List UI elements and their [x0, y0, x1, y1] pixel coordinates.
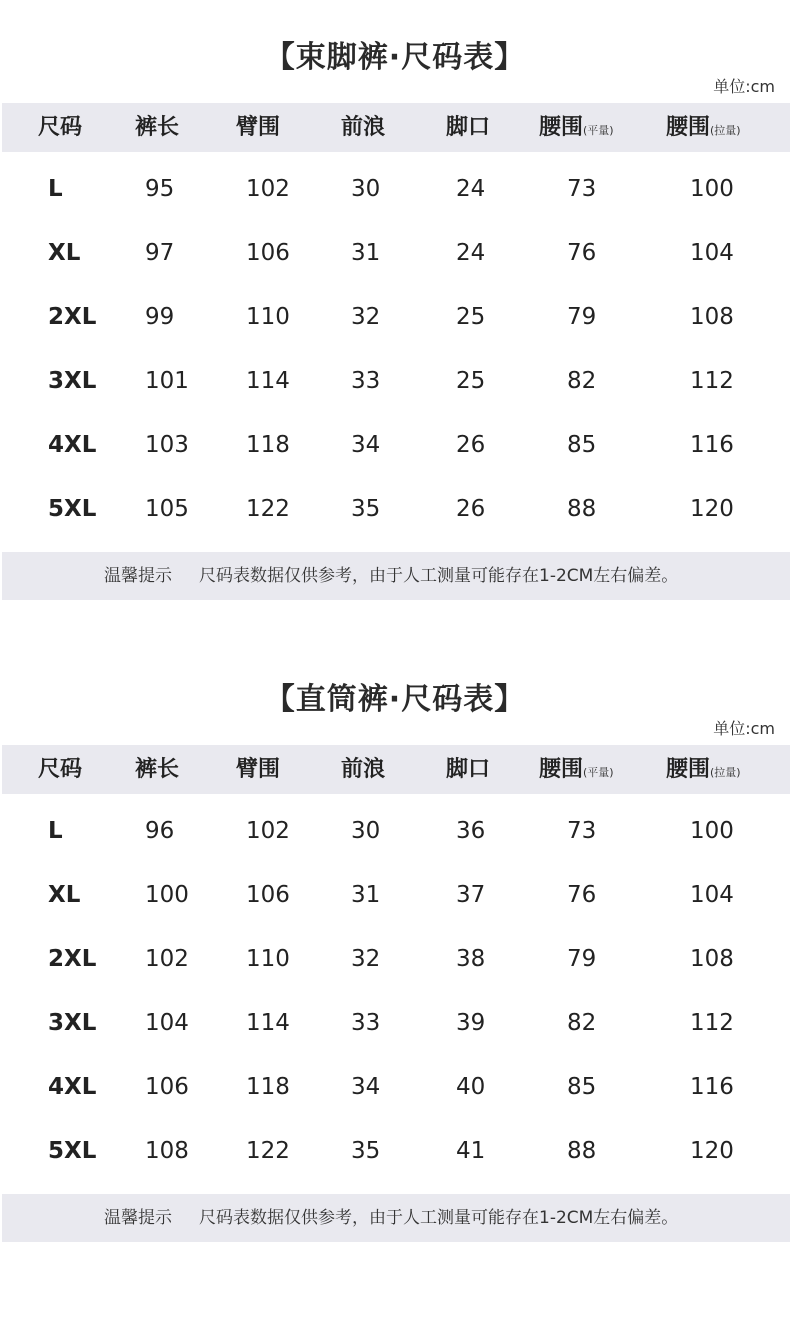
header-cell — [666, 103, 741, 152]
value-cell: 88 — [567, 496, 597, 522]
size-cell: 3XL — [48, 1010, 97, 1036]
value-cell: 118 — [246, 1074, 290, 1100]
header-label: 脚口 — [446, 757, 491, 782]
value-cell: 35 — [351, 496, 381, 522]
header-cell — [38, 745, 82, 794]
header-label: 腰围 — [539, 757, 584, 782]
header-sublabel: (平量) — [583, 766, 614, 779]
value-cell: 25 — [456, 368, 486, 394]
value-cell: 97 — [145, 240, 175, 266]
value-cell: 31 — [351, 882, 381, 908]
header-sublabel: (平量) — [583, 124, 614, 137]
value-cell: 104 — [690, 882, 734, 908]
table-header — [2, 745, 790, 794]
value-cell: 24 — [456, 240, 486, 266]
value-cell: 40 — [456, 1074, 486, 1100]
header-label: 腰围 — [666, 757, 711, 782]
value-cell: 73 — [567, 176, 597, 202]
size-cell: L — [48, 818, 63, 844]
chart-title: 【束脚裤·尺码表】 — [264, 40, 526, 75]
value-cell: 26 — [456, 496, 486, 522]
value-cell: 25 — [456, 304, 486, 330]
value-cell: 96 — [145, 818, 175, 844]
value-cell: 112 — [690, 368, 734, 394]
value-cell: 116 — [690, 432, 734, 458]
value-cell: 118 — [246, 432, 290, 458]
value-cell: 104 — [690, 240, 734, 266]
value-cell: 33 — [351, 368, 381, 394]
value-cell: 106 — [246, 882, 290, 908]
value-cell: 34 — [351, 1074, 381, 1100]
value-cell: 106 — [246, 240, 290, 266]
header-cell — [341, 103, 385, 152]
header-cell — [135, 745, 179, 794]
size-cell: 4XL — [48, 1074, 97, 1100]
value-cell: 99 — [145, 304, 175, 330]
value-cell: 114 — [246, 368, 290, 394]
size-cell: 5XL — [48, 496, 97, 522]
header-cell — [666, 745, 741, 794]
value-cell: 35 — [351, 1138, 381, 1164]
header-cell — [446, 103, 490, 152]
header-label: 尺码 — [38, 757, 83, 782]
value-cell: 30 — [351, 176, 381, 202]
value-cell: 85 — [567, 1074, 597, 1100]
header-label: 腰围 — [539, 115, 584, 140]
value-cell: 33 — [351, 1010, 381, 1036]
value-cell: 32 — [351, 304, 381, 330]
value-cell: 108 — [145, 1138, 189, 1164]
table-row — [0, 349, 790, 413]
value-cell: 114 — [246, 1010, 290, 1036]
value-cell: 106 — [145, 1074, 189, 1100]
size-cell: 3XL — [48, 368, 97, 394]
value-cell: 32 — [351, 946, 381, 972]
tip-bar — [2, 1194, 790, 1242]
value-cell: 85 — [567, 432, 597, 458]
table-row — [0, 927, 790, 991]
chart-title: 【直筒裤·尺码表】 — [264, 682, 526, 717]
header-label: 前浪 — [341, 757, 386, 782]
header-sublabel: (拉量) — [710, 766, 741, 779]
value-cell: 110 — [246, 304, 290, 330]
value-cell: 112 — [690, 1010, 734, 1036]
header-label: 腰围 — [666, 115, 711, 140]
value-cell: 120 — [690, 1138, 734, 1164]
value-cell: 26 — [456, 432, 486, 458]
header-cell — [38, 103, 82, 152]
header-label: 脚口 — [446, 115, 491, 140]
size-cell: 4XL — [48, 432, 97, 458]
value-cell: 73 — [567, 818, 597, 844]
value-cell: 101 — [145, 368, 189, 394]
tip-text: 尺码表数据仅供参考，由于人工测量可能存在1-2CM左右偏差。 — [199, 1208, 679, 1228]
size-cell: 5XL — [48, 1138, 97, 1164]
table-row — [0, 1119, 790, 1183]
header-cell — [539, 103, 614, 152]
table-row — [0, 477, 790, 541]
table-row — [0, 413, 790, 477]
header-cell — [236, 103, 280, 152]
table-row — [0, 1055, 790, 1119]
header-label: 裤长 — [135, 115, 180, 140]
value-cell: 76 — [567, 240, 597, 266]
size-cell: XL — [48, 882, 81, 908]
table-row — [0, 157, 790, 221]
value-cell: 30 — [351, 818, 381, 844]
value-cell: 108 — [690, 946, 734, 972]
unit-label: 单位:cm — [713, 719, 775, 738]
value-cell: 120 — [690, 496, 734, 522]
value-cell: 100 — [145, 882, 189, 908]
value-cell: 110 — [246, 946, 290, 972]
unit-label: 单位:cm — [713, 77, 775, 96]
value-cell: 79 — [567, 946, 597, 972]
value-cell: 88 — [567, 1138, 597, 1164]
value-cell: 36 — [456, 818, 486, 844]
header-sublabel: (拉量) — [710, 124, 741, 137]
value-cell: 82 — [567, 368, 597, 394]
table-row — [0, 991, 790, 1055]
value-cell: 105 — [145, 496, 189, 522]
size-chart-section — [0, 642, 790, 1262]
header-cell — [135, 103, 179, 152]
header-cell — [446, 745, 490, 794]
value-cell: 79 — [567, 304, 597, 330]
size-cell: XL — [48, 240, 81, 266]
header-label: 臂围 — [236, 115, 281, 140]
table-header — [2, 103, 790, 152]
value-cell: 39 — [456, 1010, 486, 1036]
value-cell: 102 — [246, 818, 290, 844]
table-row — [0, 799, 790, 863]
value-cell: 95 — [145, 176, 175, 202]
size-cell: 2XL — [48, 304, 97, 330]
header-cell — [539, 745, 614, 794]
table-row — [0, 221, 790, 285]
table-row — [0, 285, 790, 349]
value-cell: 41 — [456, 1138, 486, 1164]
value-cell: 102 — [246, 176, 290, 202]
table-row — [0, 863, 790, 927]
tip-text: 尺码表数据仅供参考，由于人工测量可能存在1-2CM左右偏差。 — [199, 566, 679, 586]
value-cell: 102 — [145, 946, 189, 972]
value-cell: 116 — [690, 1074, 734, 1100]
value-cell: 104 — [145, 1010, 189, 1036]
header-label: 臂围 — [236, 757, 281, 782]
value-cell: 122 — [246, 496, 290, 522]
value-cell: 100 — [690, 818, 734, 844]
size-cell: 2XL — [48, 946, 97, 972]
value-cell: 76 — [567, 882, 597, 908]
value-cell: 100 — [690, 176, 734, 202]
value-cell: 24 — [456, 176, 486, 202]
value-cell: 31 — [351, 240, 381, 266]
size-chart-section — [0, 0, 790, 620]
value-cell: 103 — [145, 432, 189, 458]
value-cell: 108 — [690, 304, 734, 330]
tip-label: 温馨提示 — [104, 566, 172, 586]
value-cell: 37 — [456, 882, 486, 908]
value-cell: 82 — [567, 1010, 597, 1036]
header-label: 前浪 — [341, 115, 386, 140]
value-cell: 122 — [246, 1138, 290, 1164]
tip-label: 温馨提示 — [104, 1208, 172, 1228]
header-label: 裤长 — [135, 757, 180, 782]
header-cell — [341, 745, 385, 794]
size-cell: L — [48, 176, 63, 202]
header-cell — [236, 745, 280, 794]
value-cell: 38 — [456, 946, 486, 972]
header-label: 尺码 — [38, 115, 83, 140]
tip-bar — [2, 552, 790, 600]
value-cell: 34 — [351, 432, 381, 458]
